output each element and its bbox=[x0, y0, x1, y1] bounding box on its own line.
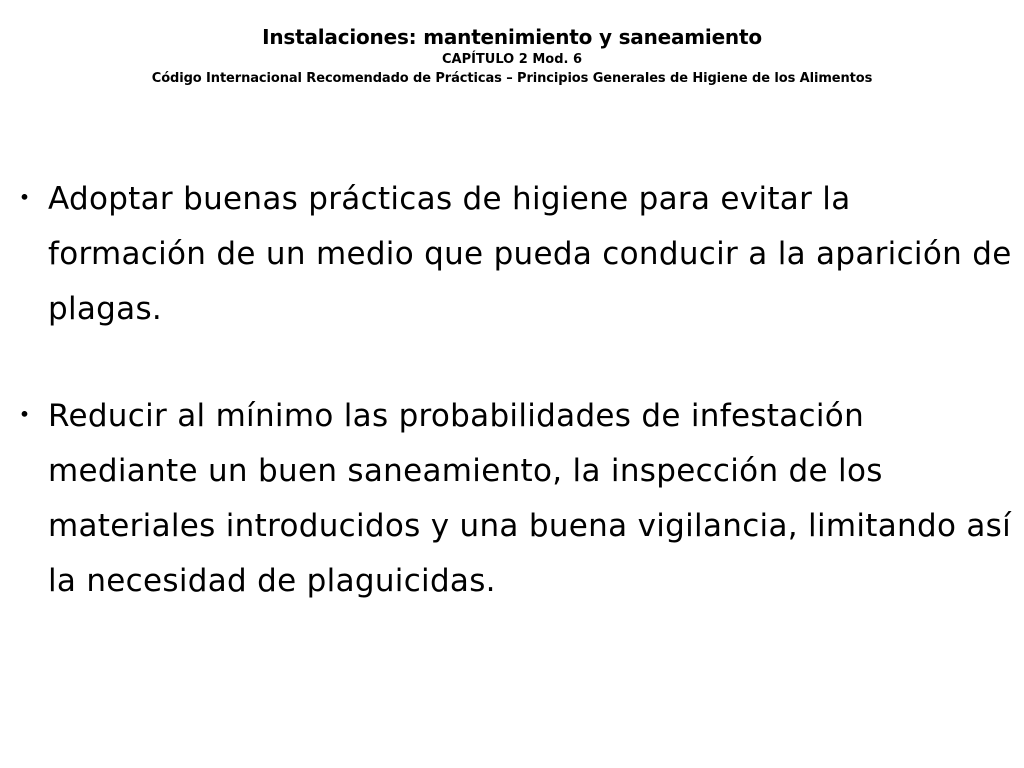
chapter-label: CAPÍTULO 2 Mod. 6 bbox=[441, 52, 583, 67]
slide-title: Instalaciones: mantenimiento y saneamiento bbox=[262, 25, 762, 49]
bullet-text: Adoptar buenas prácticas de higiene para evitar la formación de un medio que pueda conducir a la aparición de plagas. bbox=[48, 181, 1012, 327]
bullet-dot-icon: ・ bbox=[9, 398, 41, 434]
slide-header bbox=[0, 24, 1024, 88]
bullet-item-hygiene-practices bbox=[0, 172, 1024, 337]
bullet-text: Reducir al mínimo las probabilidades de infestación mediante un buen saneamiento, la inspección de los materiales introducidos y una buena vigilancia, limitando así la necesidad de plaguicidas. bbox=[48, 398, 1012, 599]
code-subtitle: Código Internacional Recomendado de Prácticas – Principios Generales de Higiene de los Alimentos bbox=[151, 71, 873, 86]
bullet-list bbox=[0, 172, 1024, 609]
bullet-dot-icon: ・ bbox=[9, 181, 41, 217]
bullet-item-reduce-infestation bbox=[0, 389, 1024, 609]
